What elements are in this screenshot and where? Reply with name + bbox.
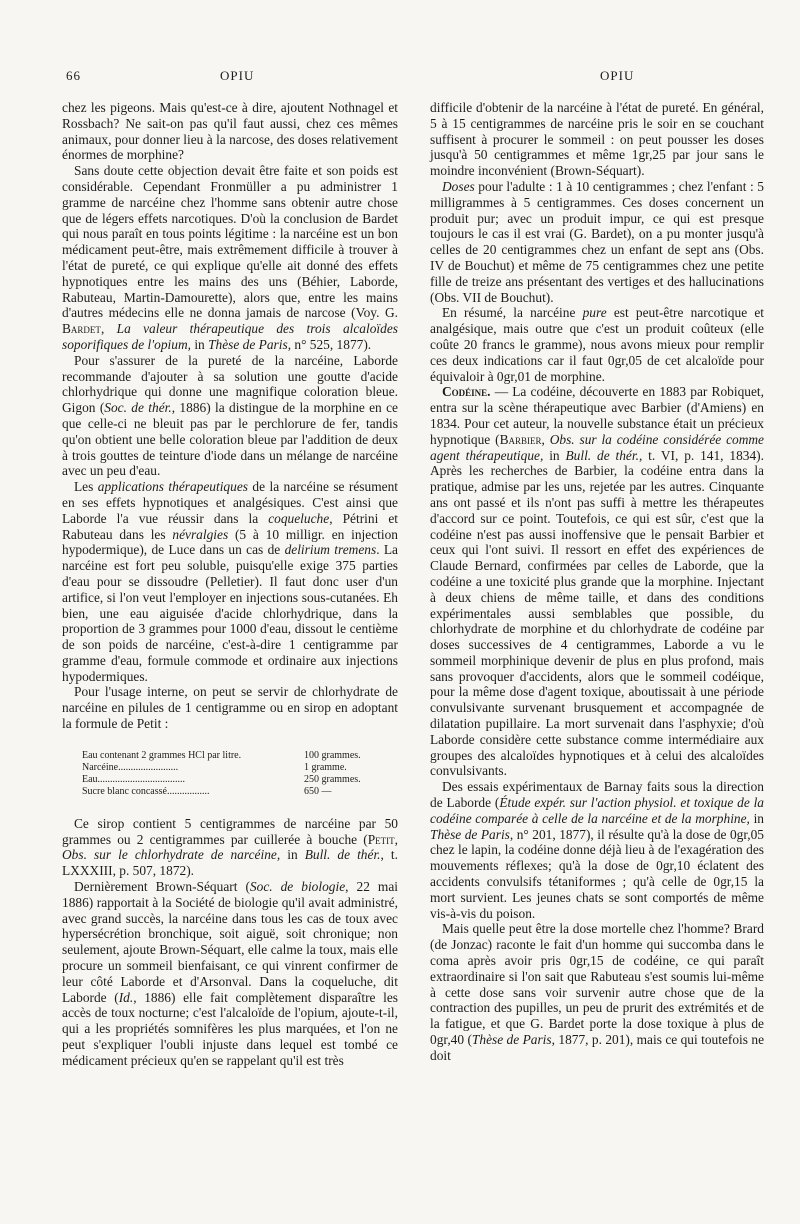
paragraph: Les applications thérapeutiques de la narcéine se résument en ses effets hypnotiques et analgésiques. C'est ainsi que Laborde l'a vue réussir dans la coqueluche, Pétrini et Rabuteau dans les névralgies (5 à 10 milligr. en injection hypodermique), de Luce dans un cas de delirium tremens. La narcéine est fort peu soluble, puisqu'elle exige 375 parties d'eau pour se dissoudre (Pelletier). Il faut donc user d'un artifice, si l'on veut l'employer en injections sous-cutanées. Eh bien, une eau aiguisée d'acide chlorhydrique, dans la proportion de 3 grammes pour 1000 d'eau, dissout le centième de son poids de narcéine, c'est-à-dire 1 centigramme par gramme d'eau, formule commode et ordinaire aux injections hypodermiques. bbox=[62, 479, 398, 684]
running-title-left: OPIU bbox=[220, 68, 255, 83]
recipe-row: Eau contenant 2 grammes HCl par litre. 100 grammes. bbox=[82, 749, 361, 761]
paragraph: En résumé, la narcéine pure est peut-être narcotique et analgésique, mais outre que c'est un produit coûteux (elle coûte 20 francs le gramme), nous avons mieux pour remplir ces deux indications car il faut 0gr,05 de cet alcaloïde pour équivaloir à 0gr,01 de morphine. bbox=[430, 305, 764, 384]
paragraph: Des essais expérimentaux de Barnay faits sous la direction de Laborde (Étude expér. sur l'action physiol. et toxique de la codéine comparée à celle de la narcéine et de la morphine, in Thèse de Paris, n° 201, 1877), il résulte qu'à la dose de 0gr,05 chez le lapin, la codéine donne déjà lieu à de l'exagération des mouvements réflexes; qu'à la dose de 0gr,10 éclatent des accidents convulsifs tétaniformes ; qu'à celle de 0gr,15 la mort survient. Les jeunes chats se sont comportés de même vis-à-vis du poison. bbox=[430, 779, 765, 921]
left-column bbox=[62, 100, 398, 1069]
paragraph: chez les pigeons. Mais qu'est-ce à dire, ajoutent Nothnagel et Rossbach? Ne sait-on pas qu'il faut aussi, chez ces mêmes animaux, pour donner lieu à la narcose, des doses relativement énormes de morphine? bbox=[62, 100, 398, 163]
paragraph: Dernièrement Brown-Séquart (Soc. de biologie, 22 mai 1886) rapportait à la Société de biologie qu'il avait administré, avec grand succès, la narcéine dans tous les cas de toux avec hypersécrétion bronchique, soit aiguë, soit chronique; non seulement, ajoute Brown-Séquart, elle calme la toux, mais elle procure un sommeil bienfaisant, ce qui vinrent confirmer de leur côté Laborde et d'Arsonval. Dans la coqueluche, dit Laborde (Id., 1886) elle fait complètement disparaître les accès de toux nocturne; c'est l'alcaloïde de l'opium, ajoute-t-il, qui a les propriétés somnifères les plus marquées, et l'on ne peut s'expliquer l'oubli injuste dans lequel est tombé ce médicament précieux qu'en se rappelant qu'il est très bbox=[62, 879, 398, 1068]
section-heading: Codéine. bbox=[442, 384, 491, 400]
paragraph: Pour l'usage interne, on peut se servir de chlorhydrate de narcéine en pilules de 1 centigramme ou en sirop en adoptant la formule de Petit : bbox=[62, 684, 398, 732]
recipe-table bbox=[82, 750, 361, 798]
recipe-row: Sucre blanc concassé................. 650 — bbox=[82, 785, 332, 797]
page-number: 66 bbox=[66, 68, 81, 83]
running-title-right: OPIU bbox=[600, 68, 635, 83]
paragraph: Ce sirop contient 5 centigrammes de narcéine par 50 grammes ou 2 centigrammes par cuillerée à bouche (Petit, Obs. sur le chlorhydrate de narcéine, in Bull. de thér., t. LXXXIII, p. 507, 1872). bbox=[62, 815, 398, 879]
paragraph: Doses pour l'adulte : 1 à 10 centigrammes ; chez l'enfant : 5 milligrammes à 5 centigrammes. Ces doses concernent un produit pur; avec un produit impur, ce qui est presque toujours le cas il est vrai (G. Bardet), on a pu monter jusqu'à celles de 20 centigrammes chez un enfant de sept ans (Obs. IV de Bouchut) et même de 75 centigrammes chez une petite fille de treize ans présentant des vertiges et des hallucinations (Obs. VII de Bouchut). bbox=[430, 178, 764, 305]
paragraph: difficile d'obtenir de la narcéine à l'état de pureté. En général, 5 à 15 centigrammes de narcéine pris le soir en se couchant suffisent à procurer le sommeil : on peut pousser les doses jusqu'à 50 centigrammes et même 1gr,25 par jour sans le moindre inconvénient (Brown-Séquart). bbox=[430, 100, 764, 179]
paragraph: Pour s'assurer de la pureté de la narcéine, Laborde recommande d'ajouter à sa solution une goutte d'acide chlorhydrique qui donne une magnifique coloration bleue. Gigon (Soc. de thér., 1886) la distingue de la morphine en ce que celle-ci ne bleuit pas par le perchlorure de fer, tandis qu'on obtient une belle coloration bleue par l'addition de deux à trois gouttes de teinture d'iode dans un mélange de narcéine avec un peu d'eau. bbox=[62, 352, 398, 479]
paragraph: Sans doute cette objection devait être faite et son poids est considérable. Cependant Fronmüller a pu administrer 1 gramme de narcéine chez l'homme sans obtenir autre chose que de légers effets narcotiques. D'où la conclusion de Bardet qui nous paraît en tous points légitime : la narcéine est un bon médicament peut-être, mais extrêmement difficile à trouver à l'état de pureté, ce qui explique qu'elle ait donné des effets hypnotiques entre les mains des uns (Béhier, Laborde, Rabuteau, Martin-Damourette), alors que, entre les mains d'autres médecins elle ne donna jamais de narcose (Voy. G. Bardet, La valeur thérapeutique des trois alcaloïdes soporifiques de l'opium, in Thèse de Paris, n° 525, 1877). bbox=[62, 163, 398, 352]
recipe-row: Eau................................... 250 grammes. bbox=[82, 773, 361, 785]
recipe-row: Narcéine........................ 1 gramme. bbox=[82, 761, 347, 773]
paragraph: Mais quelle peut être la dose mortelle chez l'homme? Brard (de Jonzac) raconte le fait d'un homme qui succomba dans le coma après avoir pris 0gr,15 de codéine, ce qui paraît extraordinaire si l'on sait que Rabuteau s'est soumis lui-même à cette dose sans voir survenir autre chose que de la contraction des pupilles, un peu de prurit des extrémités et de la fatigue, et que G. Bardet porte la dose toxique à plus de 0gr,40 (Thèse de Paris, 1877, p. 201), mais ce qui toutefois ne doit bbox=[430, 921, 765, 1063]
paragraph: Codéine. — La codéine, découverte en 1883 par Robiquet, entra sur la scène thérapeutique avec Barbier (d'Amiens) en 1834. Pour cet auteur, la nouvelle substance était un précieux hypnotique (Barbier, Obs. sur la codéine considérée comme agent thérapeutique, in Bull. de thér., t. VI, p. 141, 1834). Après les recherches de Barbier, la codéine entra dans la pratique, admise par les uns, rejetée par les autres. Cinquante ans ont passé et ils n'ont pas suffi à mettre les thérapeutes d'accord sur ce point. Toutefois, ce qui est sûr, c'est que la codéine n'est pas aussi inoffensive que le pensait Barbier et ceux qui l'ont suivi. Il ressort en effet des expériences de Claude Bernard, confirmées par celles de Laborde, que la codéine a une toxicité plus grande que la morphine. Injectant à deux chiens de même taille, et dans des conditions expérimentales aussi semblables que possible, du chlorhydrate de morphine et du chlorhydrate de codéine par doses successives de 4 centigrammes, Laborde a vu le sommeil morphinique devenir de plus en plus profond, mais sans provoquer d'accidents, alors que le sommeil codéique, pour la même dose d'agent toxique, aboutissait à une période convulsivante survenant brusquement et accompagnée de dilatation pupillaire. La mort survenait dans l'asphyxie; d'où Laborde considère cette substance comme intermédiaire aux groupes des alcaloïdes hypnotiques et à celui des alcaloïdes convulsivants. bbox=[430, 384, 764, 779]
right-column bbox=[430, 100, 764, 1064]
